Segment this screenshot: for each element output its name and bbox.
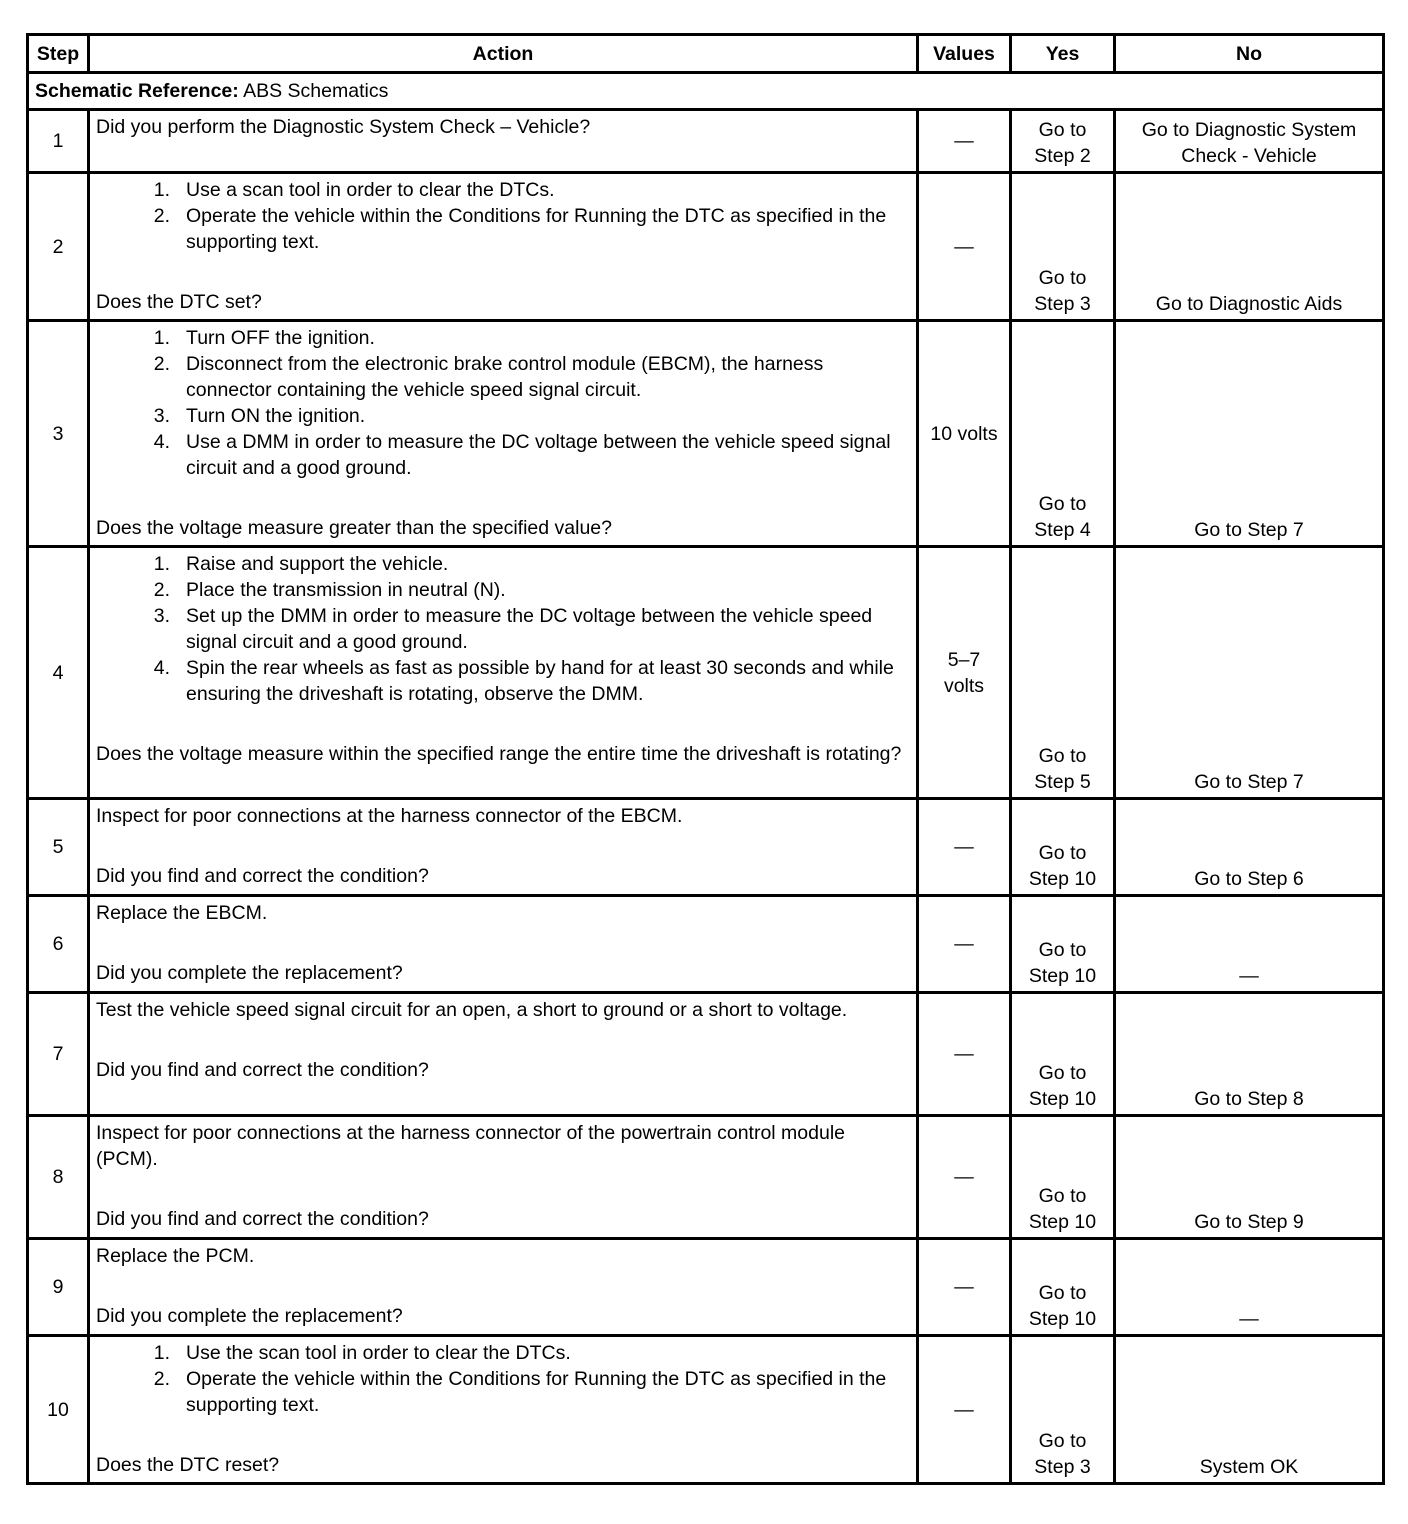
value-cell: — bbox=[918, 173, 1011, 321]
value-cell: — bbox=[918, 1239, 1011, 1336]
question-text: Does the voltage measure greater than the specified value? bbox=[96, 517, 612, 539]
action-cell bbox=[89, 1239, 918, 1336]
action-cell bbox=[89, 321, 918, 547]
header-values: Values bbox=[918, 35, 1011, 73]
step-number: 6 bbox=[28, 896, 89, 993]
no-cell: — bbox=[1115, 1239, 1384, 1336]
question-text: Did you find and correct the condition? bbox=[96, 1059, 429, 1081]
instruction-list bbox=[96, 177, 910, 255]
question-text: Did you find and correct the condition? bbox=[96, 1208, 429, 1230]
action-text: Test the vehicle speed signal circuit for an open, a short to ground or a short to voltage. bbox=[96, 999, 848, 1021]
yes-cell: Go to Step 10 bbox=[1011, 896, 1115, 993]
header-action: Action bbox=[89, 35, 918, 73]
question-text: Did you find and correct the condition? bbox=[96, 865, 429, 887]
action-cell bbox=[89, 1116, 918, 1239]
yes-cell: Go to Step 5 bbox=[1011, 547, 1115, 799]
no-cell: Go to Step 9 bbox=[1115, 1116, 1384, 1239]
instruction-list bbox=[96, 551, 910, 707]
no-cell: Go to Step 6 bbox=[1115, 799, 1384, 896]
list-item: 2. Operate the vehicle within the Conditions for Running the DTC as specified in the supporting text. bbox=[153, 205, 887, 253]
action-text: Inspect for poor connections at the harness connector of the powertrain control module (PCM). bbox=[96, 1122, 846, 1170]
step-number: 10 bbox=[28, 1336, 89, 1484]
value-cell: — bbox=[918, 993, 1011, 1116]
table-row bbox=[28, 896, 1384, 993]
schematic-reference-value: ABS Schematics bbox=[243, 80, 389, 102]
step-number: 8 bbox=[28, 1116, 89, 1239]
list-item: 2. Operate the vehicle within the Conditions for Running the DTC as specified in the supporting text. bbox=[153, 1368, 887, 1416]
value-cell: — bbox=[918, 799, 1011, 896]
value-cell: 10 volts bbox=[918, 321, 1011, 547]
no-cell: Go to Step 8 bbox=[1115, 993, 1384, 1116]
yes-cell: Go to Step 10 bbox=[1011, 1116, 1115, 1239]
question-text: Does the DTC reset? bbox=[96, 1454, 280, 1476]
table-row bbox=[28, 321, 1384, 547]
no-cell: System OK bbox=[1115, 1336, 1384, 1484]
instruction-list bbox=[96, 1340, 910, 1418]
action-cell bbox=[89, 1336, 918, 1484]
list-item: 4. Spin the rear wheels as fast as possible by hand for at least 30 seconds and while ensuring the driveshaft is rotating, observe the DMM. bbox=[153, 657, 894, 705]
header-no: No bbox=[1115, 35, 1384, 73]
action-text: Did you perform the Diagnostic System Check – Vehicle? bbox=[89, 110, 918, 173]
value-cell: — bbox=[918, 1116, 1011, 1239]
value-cell: — bbox=[918, 896, 1011, 993]
question-text: Does the DTC set? bbox=[96, 291, 262, 313]
question-text: Does the voltage measure within the specified range the entire time the driveshaft is rotating? bbox=[96, 743, 902, 765]
list-item: 2. Place the transmission in neutral (N). bbox=[153, 579, 506, 601]
action-cell bbox=[89, 173, 918, 321]
table-row bbox=[28, 110, 1384, 173]
schematic-reference-label: Schematic Reference: bbox=[35, 80, 239, 102]
list-item: 1. Use a scan tool in order to clear the DTCs. bbox=[153, 179, 555, 201]
step-number: 7 bbox=[28, 993, 89, 1116]
header-yes: Yes bbox=[1011, 35, 1115, 73]
no-cell: Go to Step 7 bbox=[1115, 547, 1384, 799]
question-text: Did you complete the replacement? bbox=[96, 962, 403, 984]
header-step: Step bbox=[28, 35, 89, 73]
yes-cell: Go to Step 3 bbox=[1011, 1336, 1115, 1484]
list-item: 3. Set up the DMM in order to measure the DC voltage between the vehicle speed signal circuit and a good ground. bbox=[153, 605, 873, 653]
step-number: 3 bbox=[28, 321, 89, 547]
value-cell: — bbox=[918, 1336, 1011, 1484]
yes-cell: Go to Step 2 bbox=[1011, 110, 1115, 173]
table-row bbox=[28, 799, 1384, 896]
step-number: 9 bbox=[28, 1239, 89, 1336]
action-text: Replace the PCM. bbox=[96, 1245, 255, 1267]
yes-cell: Go to Step 3 bbox=[1011, 173, 1115, 321]
yes-cell: Go to Step 10 bbox=[1011, 799, 1115, 896]
list-item: 2. Disconnect from the electronic brake control module (EBCM), the harness connector containing the vehicle speed signal circuit. bbox=[153, 353, 824, 401]
list-item: 1. Use the scan tool in order to clear the DTCs. bbox=[153, 1342, 571, 1364]
list-item: 4. Use a DMM in order to measure the DC voltage between the vehicle speed signal circuit and a good ground. bbox=[153, 431, 891, 479]
table-row bbox=[28, 993, 1384, 1116]
step-number: 1 bbox=[28, 110, 89, 173]
diagnostic-table bbox=[26, 33, 1385, 1485]
no-cell: Go to Diagnostic System Check - Vehicle bbox=[1115, 110, 1384, 173]
schematic-reference bbox=[28, 73, 1384, 110]
table-row bbox=[28, 547, 1384, 799]
list-item: 3. Turn ON the ignition. bbox=[153, 405, 366, 427]
schematic-reference-row bbox=[28, 73, 1384, 110]
step-number: 5 bbox=[28, 799, 89, 896]
table-row bbox=[28, 1116, 1384, 1239]
action-cell bbox=[89, 799, 918, 896]
instruction-list bbox=[96, 325, 910, 481]
table-row bbox=[28, 1239, 1384, 1336]
action-cell bbox=[89, 547, 918, 799]
header-row bbox=[28, 35, 1384, 73]
no-cell: — bbox=[1115, 896, 1384, 993]
list-item: 1. Raise and support the vehicle. bbox=[153, 553, 449, 575]
action-cell bbox=[89, 896, 918, 993]
question-text: Did you complete the replacement? bbox=[96, 1305, 403, 1327]
action-text: Inspect for poor connections at the harness connector of the EBCM. bbox=[96, 805, 683, 827]
table-row bbox=[28, 1336, 1384, 1484]
step-number: 4 bbox=[28, 547, 89, 799]
no-cell: Go to Step 7 bbox=[1115, 321, 1384, 547]
table-row bbox=[28, 173, 1384, 321]
value-cell: 5–7 volts bbox=[918, 547, 1011, 799]
no-cell: Go to Diagnostic Aids bbox=[1115, 173, 1384, 321]
action-text: Replace the EBCM. bbox=[96, 902, 268, 924]
yes-cell: Go to Step 10 bbox=[1011, 993, 1115, 1116]
value-cell: — bbox=[918, 110, 1011, 173]
yes-cell: Go to Step 4 bbox=[1011, 321, 1115, 547]
step-number: 2 bbox=[28, 173, 89, 321]
action-cell bbox=[89, 993, 918, 1116]
list-item: 1. Turn OFF the ignition. bbox=[153, 327, 375, 349]
yes-cell: Go to Step 10 bbox=[1011, 1239, 1115, 1336]
